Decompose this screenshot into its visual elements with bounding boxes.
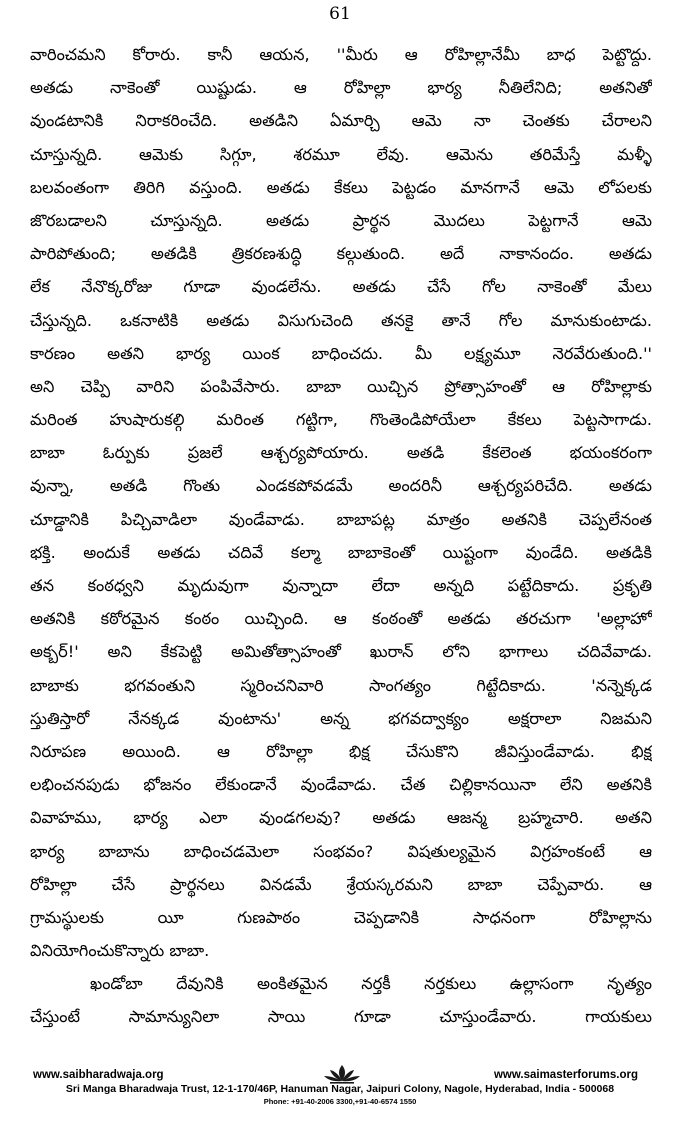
text-line-17: తన కంఠధ్వని మృదువుగా వున్నాదా లేదా అన్నది పట్టేదికాదు. ప్రకృతి: [30, 576, 652, 595]
text-line-25: భార్య బాబాను బాధించడమెలా సంభవం? విషతుల్యమైన విగ్రహంకంటే ఆ: [30, 841, 652, 861]
text-line-21: స్తుతిస్తారో నేనక్కడ వుంటాను' అన్న భగవద్వాక్యం అక్షరాలా నిజమని: [30, 708, 652, 728]
text-line-6: జొరబడాలని చూస్తున్నది. అతడు ప్రార్థన మొదలు పెట్టగానే ఆమె: [30, 210, 652, 230]
text-line-26: రోహిల్లా చేసే ప్రార్థనలు వినడమే శ్రేయస్కరమని బాబా చెప్పేవారు. ఆ: [30, 874, 652, 894]
text-line-27: గ్రామస్థులకు యీ గుణపాఠం చెప్పడానికి సాధనంగా రోహిల్లాను: [30, 907, 652, 927]
text-line-10: కారణం అతని భార్య యింక బాధించదు. మీ లక్ష్యమూ నెరవేరుతుంది.'': [30, 343, 652, 363]
text-line-16: భక్తి. అందుకే అతడు చదివే కల్మా బాబాకెంతో యిష్టంగా వుండేది. అతడికి: [30, 542, 652, 562]
text-line-7: పారిపోతుంది; అతడికి త్రికరణశుద్ధి కల్గుతుంది. అదే నాకానందం. అతడు: [30, 244, 652, 264]
text-line-14: వున్నా, అతడి గొంతు ఎండకపోవడమే అందరినీ ఆశ్చర్యపరిచేది. అతడు: [30, 476, 652, 496]
text-line-3: వుండటానికి నిరాకరించేది. అతడిని ఏమార్చి ఆమె నా చెంతకు చేరాలని: [30, 111, 652, 131]
text-line-30: చేస్తుంటే సామాన్యునిలా సాయి గూడా చూస్తుండేవారు. గాయకులు: [30, 1007, 652, 1027]
page-footer: [0, 1067, 680, 1122]
text-line-29: ఖండోబా దేవునికి అంకితమైన నర్తకీ నర్తకులు ఉల్లాసంగా నృత్యం: [90, 974, 652, 994]
text-line-5: బలవంతంగా తిరిగి వస్తుంది. అతడు కేకలు పెట్టడం మానగానే ఆమె లోపలకు: [30, 177, 652, 197]
footer-url-right[interactable]: www.saimasterforums.org: [493, 1069, 638, 1081]
text-line-18: అతనికి కఠోరమైన కంఠం యిచ్చింది. ఆ కంఠంతో అతడు తరచుగా 'అల్లాహో: [30, 609, 652, 629]
text-line-13: బాబా ఓర్పుకు ప్రజలే ఆశ్చర్యపోయారు. అతడి కేకలెంత భయంకరంగా: [30, 443, 652, 463]
text-line-24: వివాహము, భార్య ఎలా వుండగలవు? అతడు ఆజన్మ బ్రహ్మచారి. అతని: [30, 808, 652, 828]
text-line-8: లేక నేనొక్కరోజు గూడా వుండలేను. అతడు చేసే గోల నాకెంతో మేలు: [30, 277, 652, 297]
text-line-9: చేస్తున్నది. ఒకనాటికి అతడు విసుగుచెంది తనకై తానే గోల మానుకుంటాడు.: [30, 310, 652, 330]
footer-phone: Phone: +91-40-2006 3300,+91-40-6574 1550: [263, 1097, 417, 1106]
lotus-emblem-icon: [322, 1063, 362, 1085]
body-text: [30, 38, 652, 1034]
page-number: 61: [329, 4, 351, 24]
text-line-28: వినియోగించుకొన్నారు బాబా.: [30, 941, 210, 961]
text-line-2: అతడు నాకెంతో యిష్టుడు. ఆ రోహిల్లా భార్య నీతిలేనిది; అతనితో: [30, 78, 652, 98]
text-line-20: బాబాకు భగవంతుని స్మరించనివారి సాంగత్యం గిట్టేదికాదు. 'నన్నెక్కడ: [30, 675, 652, 695]
footer-address: Sri Manga Bharadwaja Trust, 12-1-170/46P, Hanuman Nagar, Jaipuri Colony, Nagole, Hyderabad, India - 500068: [65, 1083, 615, 1095]
text-line-11: అని చెప్పి వారిని పంపివేసారు. బాబా యిచ్చిన ప్రోత్సాహంతో ఆ రోహిల్లాకు: [30, 376, 652, 396]
text-line-23: లభించనపుడు భోజనం లేకుండానే వుండేవాడు. చేత చిల్లికానయినా లేని అతనికి: [30, 775, 652, 795]
text-line-1: వారించమని కోరారు. కానీ ఆయన, ''మీరు ఆ రోహిల్లానేమీ బాధ పెట్టొద్దు.: [30, 45, 652, 64]
footer-url-left[interactable]: www.saibharadwaja.org: [33, 1069, 164, 1081]
text-line-15: చూడ్డానికి పిచ్చివాడిలా వుండేవాడు. బాబాపట్ల మాత్రం అతనికి చెప్పలేనంత: [30, 509, 652, 529]
text-line-19: అక్బర్!' అని కేకపెట్టి అమితోత్సాహంతో ఖురాన్ లోని భాగాలు చదివేవాడు.: [30, 642, 652, 662]
text-line-12: మరింత హుషారుకల్గి మరింత గట్టిగా, గొంతెండిపోయేలా కేకలు పెట్టసాగాడు.: [30, 410, 652, 430]
text-line-22: నిరూపణ అయింది. ఆ రోహిల్లా భిక్ష చేసుకొని జీవిస్తుండేవాడు. భిక్ష: [30, 741, 652, 761]
text-line-4: చూస్తున్నది. ఆమెకు సిగ్గూ, శరమూ లేవు. ఆమెను తరిమేస్తే మళ్ళీ: [30, 144, 652, 164]
